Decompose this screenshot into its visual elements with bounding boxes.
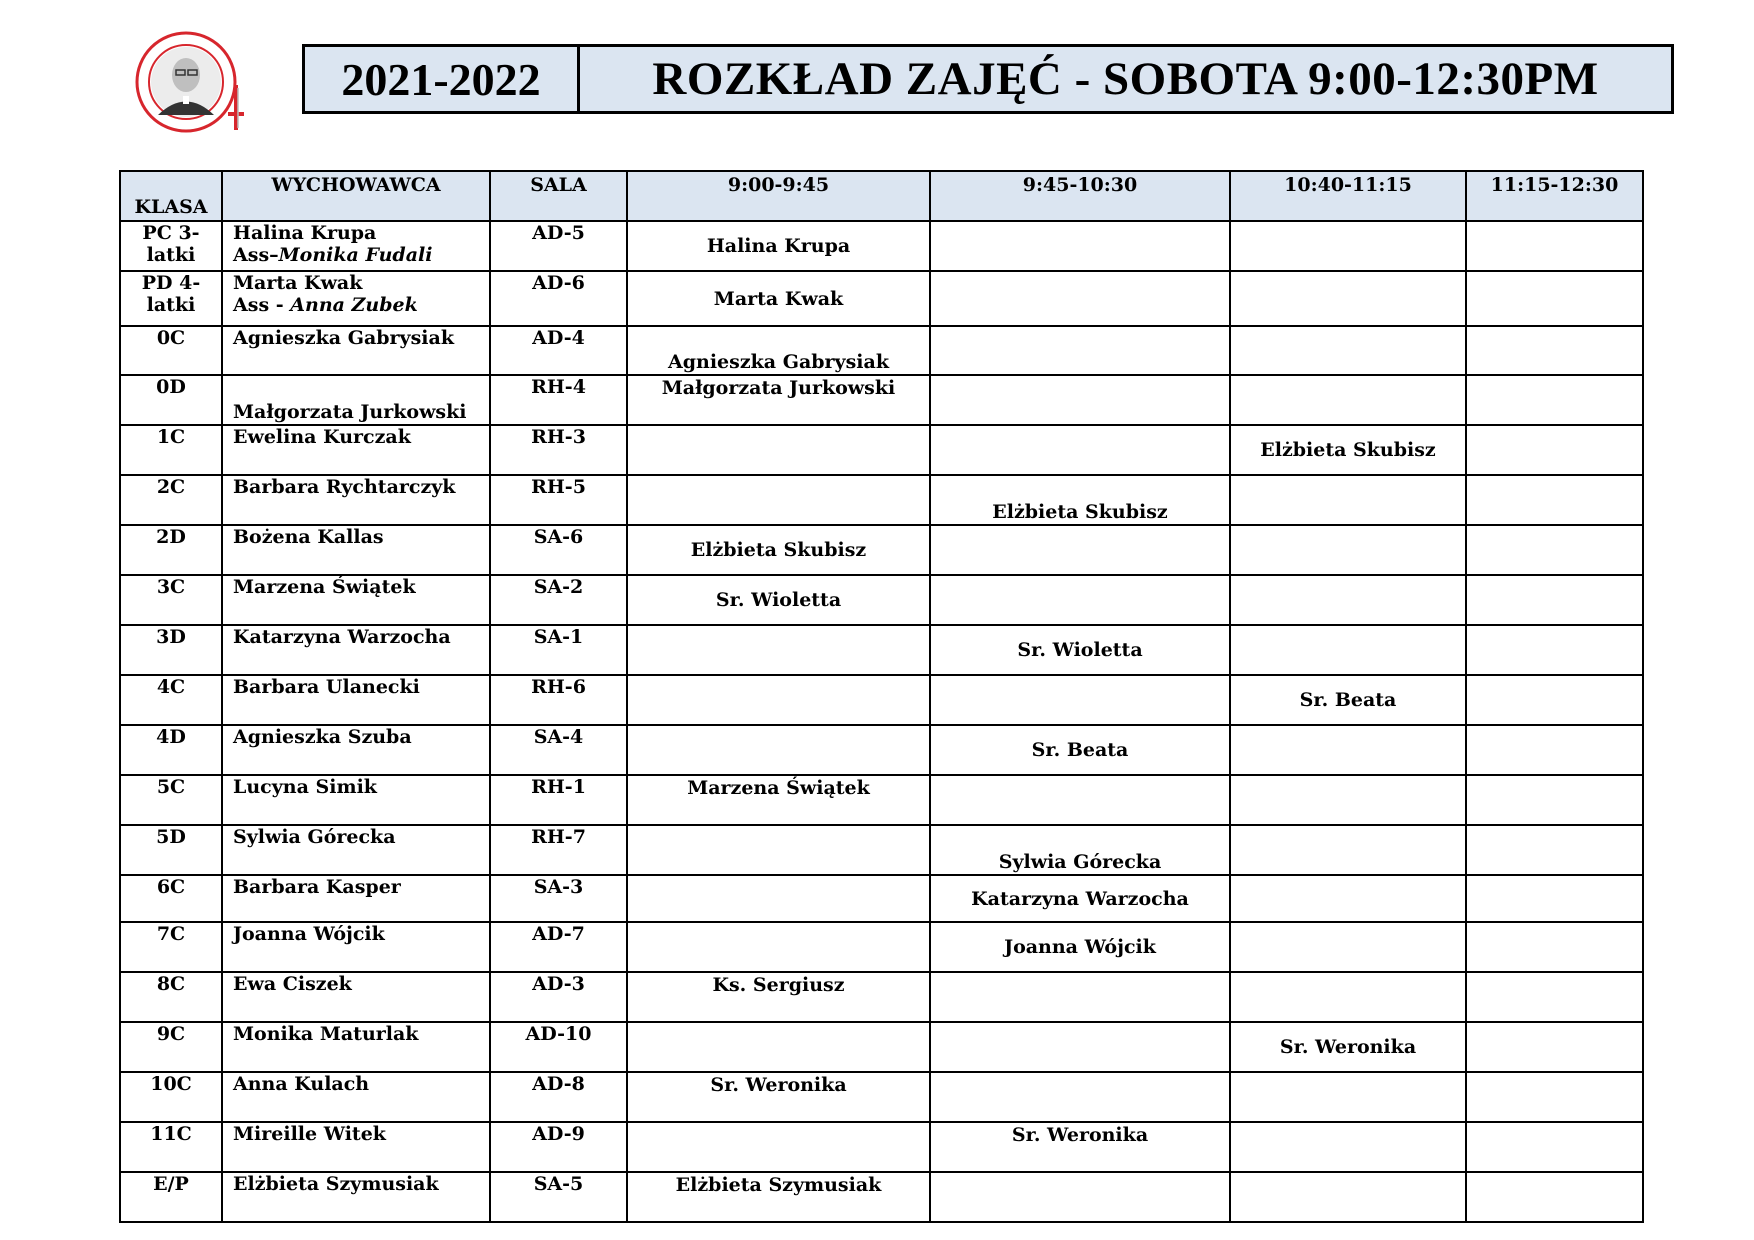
slot-cell [930, 675, 1230, 725]
room-cell: SA-2 [490, 575, 627, 625]
teacher-cell: Anna Kulach [222, 1072, 490, 1122]
slot-cell [1466, 271, 1643, 326]
slot-cell [627, 1122, 930, 1172]
table-row [120, 972, 1643, 1022]
slot-cell [1230, 475, 1466, 525]
slot-cell [930, 221, 1230, 271]
slot-cell [1466, 1072, 1643, 1122]
slot-cell [930, 525, 1230, 575]
table-row [120, 1122, 1643, 1172]
class-label: PC 3-latki [142, 222, 200, 266]
slot-cell [1466, 475, 1643, 525]
teacher-cell: Katarzyna Warzocha [222, 625, 490, 675]
teacher-cell: Barbara Ulanecki [222, 675, 490, 725]
class-cell: 5D [120, 825, 222, 875]
class-cell: 4C [120, 675, 222, 725]
slot-cell [930, 375, 1230, 425]
slot-cell: Małgorzata Jurkowski [627, 375, 930, 425]
slot-cell [1466, 425, 1643, 475]
table-row [120, 221, 1643, 271]
assistant-prefix: Ass - [233, 294, 291, 316]
assistant-prefix: Ass– [233, 244, 279, 266]
slot-cell [1230, 875, 1466, 922]
teacher-cell: Sylwia Górecka [222, 825, 490, 875]
slot-cell: Elżbieta Skubisz [627, 525, 930, 575]
room-cell: SA-1 [490, 625, 627, 675]
slot-cell [627, 625, 930, 675]
teacher-cell: Joanna Wójcik [222, 922, 490, 972]
room-cell: RH-6 [490, 675, 627, 725]
class-cell [120, 221, 222, 271]
slot-cell: Sr. Weronika [627, 1072, 930, 1122]
slot-cell: Marzena Świątek [627, 775, 930, 825]
room-cell: SA-6 [490, 525, 627, 575]
class-cell: 10C [120, 1072, 222, 1122]
teacher-name: Halina Krupa [233, 222, 377, 244]
slot-cell [930, 326, 1230, 375]
room-cell: AD-7 [490, 922, 627, 972]
class-cell: 2D [120, 525, 222, 575]
room-cell: AD-5 [490, 221, 627, 271]
teacher-cell: Monika Maturlak [222, 1022, 490, 1072]
table-row [120, 271, 1643, 326]
column-header-sala: SALA [490, 171, 627, 221]
teacher-cell: Elżbieta Szymusiak [222, 1172, 490, 1222]
table-row [120, 425, 1643, 475]
slot-cell [1230, 1122, 1466, 1172]
slot-cell [1466, 1122, 1643, 1172]
table-row [120, 326, 1643, 375]
teacher-cell: Małgorzata Jurkowski [222, 375, 490, 425]
room-cell: AD-10 [490, 1022, 627, 1072]
slot-cell: Sylwia Górecka [930, 825, 1230, 875]
class-cell: 3C [120, 575, 222, 625]
class-label: PD 4-latki [141, 272, 201, 316]
column-header-slot-2: 9:45-10:30 [930, 171, 1230, 221]
slot-cell [930, 1022, 1230, 1072]
slot-cell [1466, 221, 1643, 271]
slot-cell [627, 875, 930, 922]
slot-cell: Sr. Beata [1230, 675, 1466, 725]
slot-cell [1466, 725, 1643, 775]
slot-cell [627, 725, 930, 775]
slot-cell [1466, 775, 1643, 825]
slot-cell [1230, 375, 1466, 425]
table-row [120, 1072, 1643, 1122]
table-row [120, 525, 1643, 575]
teacher-cell [222, 221, 490, 271]
room-cell: AD-4 [490, 326, 627, 375]
class-cell: 4D [120, 725, 222, 775]
class-cell: 11C [120, 1122, 222, 1172]
room-cell: AD-6 [490, 271, 627, 326]
room-cell: SA-4 [490, 725, 627, 775]
table-row [120, 825, 1643, 875]
teacher-cell: Marzena Świątek [222, 575, 490, 625]
slot-cell [1230, 725, 1466, 775]
slot-cell: Elżbieta Skubisz [1230, 425, 1466, 475]
slot-cell [1466, 575, 1643, 625]
slot-cell: Elżbieta Szymusiak [627, 1172, 930, 1222]
slot-cell: Sr. Weronika [1230, 1022, 1466, 1072]
slot-cell [1466, 1022, 1643, 1072]
title-banner [302, 44, 1674, 114]
room-cell: AD-8 [490, 1072, 627, 1122]
room-cell: RH-1 [490, 775, 627, 825]
class-cell: 5C [120, 775, 222, 825]
slot-cell: Katarzyna Warzocha [930, 875, 1230, 922]
slot-cell [1230, 625, 1466, 675]
class-cell: 1C [120, 425, 222, 475]
room-cell: RH-7 [490, 825, 627, 875]
header-row [120, 171, 1643, 221]
room-cell: RH-5 [490, 475, 627, 525]
slot-cell [1230, 575, 1466, 625]
table-row [120, 575, 1643, 625]
slot-cell [930, 972, 1230, 1022]
slot-cell [930, 425, 1230, 475]
table-row [120, 775, 1643, 825]
teacher-cell: Barbara Kasper [222, 875, 490, 922]
column-header-slot-1: 9:00-9:45 [627, 171, 930, 221]
slot-cell [1466, 875, 1643, 922]
teacher-cell: Lucyna Simik [222, 775, 490, 825]
slot-cell [1230, 326, 1466, 375]
assistant-name: Monika Fudali [278, 244, 433, 266]
slot-cell [627, 825, 930, 875]
teacher-cell: Agnieszka Szuba [222, 725, 490, 775]
class-cell [120, 271, 222, 326]
table-row [120, 875, 1643, 922]
teacher-cell: Ewelina Kurczak [222, 425, 490, 475]
slot-cell [1230, 221, 1466, 271]
slot-cell [1230, 1172, 1466, 1222]
slot-cell [627, 675, 930, 725]
slot-cell: Sr. Beata [930, 725, 1230, 775]
slot-cell: Sr. Wioletta [930, 625, 1230, 675]
column-header-teacher: WYCHOWAWCA [222, 171, 490, 221]
slot-cell [627, 475, 930, 525]
class-cell: 0C [120, 326, 222, 375]
slot-cell: Elżbieta Skubisz [930, 475, 1230, 525]
table-row [120, 1172, 1643, 1222]
column-header-slot-3: 10:40-11:15 [1230, 171, 1466, 221]
teacher-cell: Bożena Kallas [222, 525, 490, 575]
slot-cell [1230, 525, 1466, 575]
table-row [120, 675, 1643, 725]
teacher-cell: Mireille Witek [222, 1122, 490, 1172]
school-seal-logo [128, 30, 258, 142]
slot-cell: Ks. Sergiusz [627, 972, 930, 1022]
table-row [120, 922, 1643, 972]
slot-cell [1466, 525, 1643, 575]
slot-cell [1466, 375, 1643, 425]
teacher-cell: Ewa Ciszek [222, 972, 490, 1022]
class-cell: E/P [120, 1172, 222, 1222]
slot-cell [1230, 972, 1466, 1022]
slot-cell [1230, 271, 1466, 326]
slot-cell [1466, 625, 1643, 675]
slot-cell: Agnieszka Gabrysiak [627, 326, 930, 375]
slot-cell [1466, 1172, 1643, 1222]
slot-cell [627, 425, 930, 475]
slot-cell: Sr. Wioletta [627, 575, 930, 625]
slot-cell [1230, 922, 1466, 972]
class-cell: 9C [120, 1022, 222, 1072]
table-row [120, 475, 1643, 525]
assistant-line [233, 244, 489, 266]
slot-cell [1230, 1072, 1466, 1122]
teacher-cell: Barbara Rychtarczyk [222, 475, 490, 525]
school-year: 2021-2022 [305, 47, 580, 111]
page-title: ROZKŁAD ZAJĘĆ - SOBOTA 9:00-12:30PM [652, 53, 1599, 105]
teacher-cell [222, 271, 490, 326]
assistant-line [233, 294, 489, 316]
table-row [120, 725, 1643, 775]
class-cell: 6C [120, 875, 222, 922]
room-cell: SA-5 [490, 1172, 627, 1222]
class-cell: 0D [120, 375, 222, 425]
slot-cell [627, 1022, 930, 1072]
schedule-table [119, 170, 1644, 1223]
table-row [120, 1022, 1643, 1072]
slot-cell [1466, 825, 1643, 875]
slot-cell [627, 922, 930, 972]
slot-cell: Halina Krupa [627, 221, 930, 271]
table-row [120, 625, 1643, 675]
slot-cell [1230, 775, 1466, 825]
teacher-cell: Agnieszka Gabrysiak [222, 326, 490, 375]
column-header-slot-4: 11:15-12:30 [1466, 171, 1643, 221]
slot-cell [1466, 972, 1643, 1022]
class-cell: 8C [120, 972, 222, 1022]
room-cell: AD-3 [490, 972, 627, 1022]
slot-cell [930, 1072, 1230, 1122]
slot-cell: Sr. Weronika [930, 1122, 1230, 1172]
room-cell: RH-3 [490, 425, 627, 475]
slot-cell [1230, 825, 1466, 875]
room-cell: AD-9 [490, 1122, 627, 1172]
class-cell: 3D [120, 625, 222, 675]
table-row [120, 375, 1643, 425]
slot-cell: Marta Kwak [627, 271, 930, 326]
slot-cell [930, 575, 1230, 625]
column-header-klasa: KLASA [120, 171, 222, 221]
slot-cell: Joanna Wójcik [930, 922, 1230, 972]
assistant-name: Anna Zubek [290, 294, 418, 316]
room-cell: RH-4 [490, 375, 627, 425]
class-cell: 7C [120, 922, 222, 972]
slot-cell [1466, 326, 1643, 375]
room-cell: SA-3 [490, 875, 627, 922]
slot-cell [1466, 675, 1643, 725]
slot-cell [1466, 922, 1643, 972]
class-cell: 2C [120, 475, 222, 525]
slot-cell [930, 271, 1230, 326]
slot-cell [930, 1172, 1230, 1222]
slot-cell [930, 775, 1230, 825]
teacher-name: Marta Kwak [233, 272, 363, 294]
